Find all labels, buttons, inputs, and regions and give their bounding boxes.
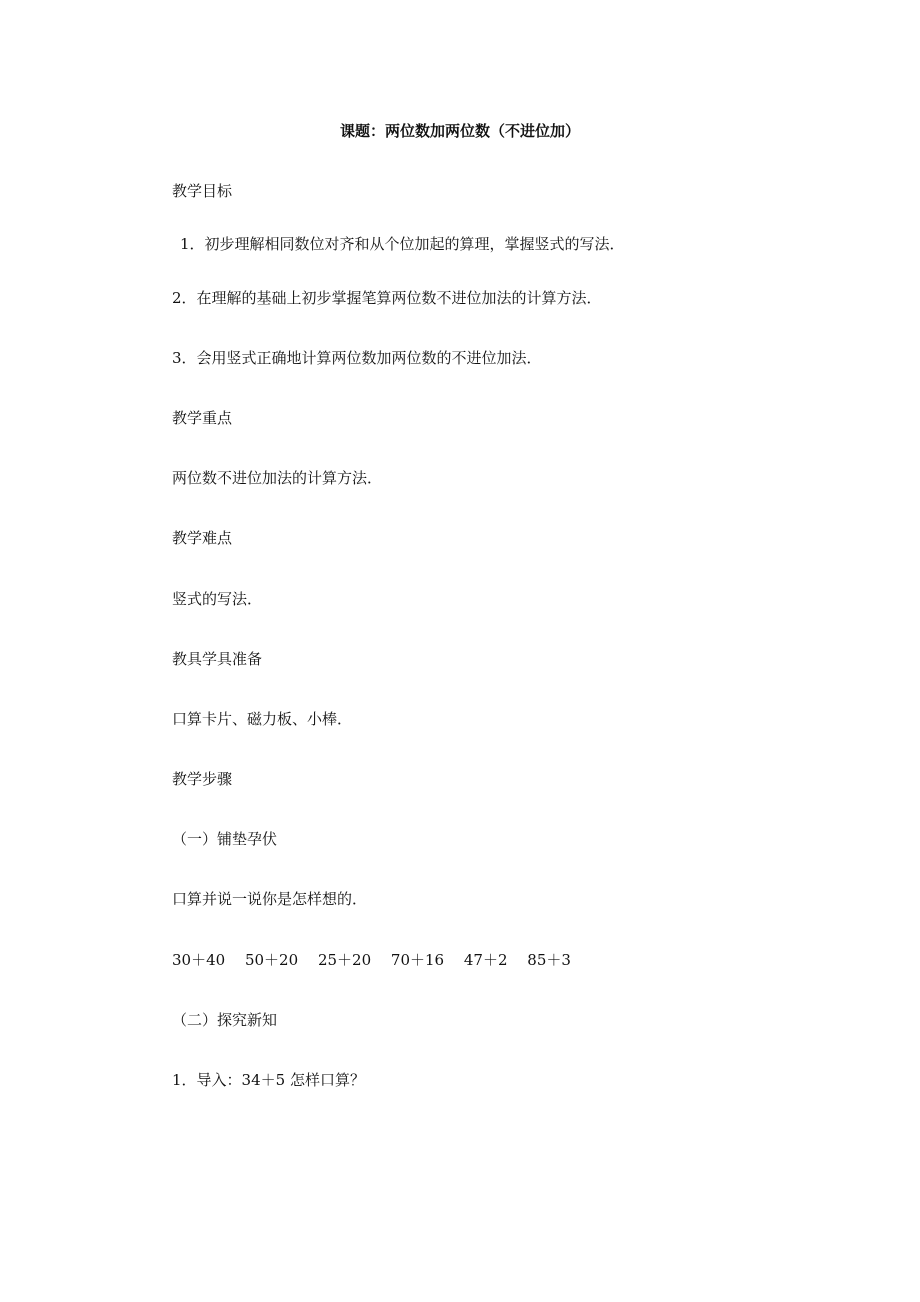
step-1-text: 口算并说一说你是怎样想的．: [172, 890, 368, 908]
page-title: 课题：两位数加两位数（不进位加）: [339, 122, 580, 140]
key-point-heading: 教学重点: [172, 409, 233, 427]
objective-2: 2．在理解的基础上初步掌握笔算两位数不进位加法的计算方法．: [172, 289, 602, 307]
difficulty-heading: 教学难点: [172, 529, 233, 547]
objective-1: 1．初步理解相同数位对齐和从个位加起的算理，掌握竖式的写法．: [180, 235, 625, 253]
calculation-item: 47＋2: [463, 951, 508, 969]
calculation-list: [172, 950, 586, 970]
calculation-item: 50＋20: [244, 951, 299, 969]
objective-3: 3．会用竖式正确地计算两位数加两位数的不进位加法．: [172, 349, 542, 367]
calculation-item: 85＋3: [527, 951, 571, 969]
objectives-heading: 教学目标: [172, 182, 233, 200]
step-2-heading: （二）探究新知: [172, 1011, 278, 1029]
materials-heading: 教具学具准备: [172, 650, 263, 668]
step-1-heading: （一）铺垫孕伏: [172, 830, 278, 848]
step-2-item-1: 1．导入：34＋5 怎样口算？: [172, 1071, 365, 1089]
steps-heading: 教学步骤: [172, 770, 233, 788]
difficulty-text: 竖式的写法．: [172, 590, 263, 608]
calculation-item: 70＋16: [390, 951, 445, 969]
calculation-item: 30＋40: [172, 951, 226, 969]
materials-text: 口算卡片、磁力板、小棒．: [172, 710, 353, 728]
calculation-item: 25＋20: [317, 951, 372, 969]
key-point-text: 两位数不进位加法的计算方法．: [172, 469, 383, 487]
